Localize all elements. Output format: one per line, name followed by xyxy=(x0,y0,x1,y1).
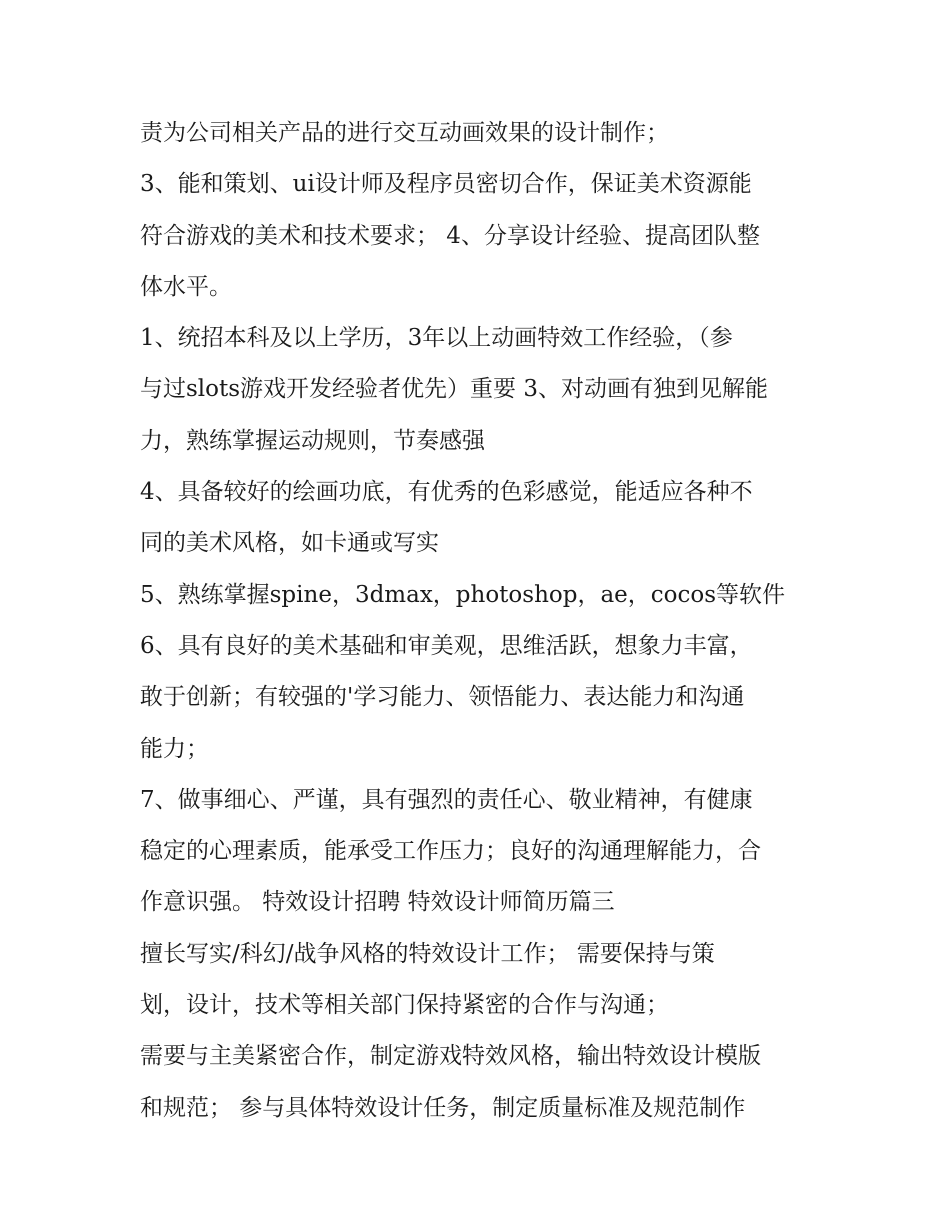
text-line: 稳定的心理素质，能承受工作压力；良好的沟通理解能力，合 xyxy=(140,838,761,865)
text-line: 1、统招本科及以上学历，3年以上动画特效工作经验，（参 xyxy=(140,325,733,352)
text-line: 和规范； 参与具体特效设计任务，制定质量标准及规范制作 xyxy=(140,1094,746,1121)
text-line: 3、能和策划、ui设计师及程序员密切合作，保证美术资源能 xyxy=(140,171,752,198)
text-line: 敢于创新；有较强的'学习能力、领悟能力、表达能力和沟通 xyxy=(140,684,745,711)
document-body xyxy=(140,108,830,1134)
text-line: 5、熟练掌握spine，3dmax，photoshop，ae，cocos等软件 xyxy=(140,581,786,608)
text-line: 能力； xyxy=(140,735,209,762)
text-line: 需要与主美紧密合作，制定游戏特效风格，输出特效设计模版 xyxy=(140,1043,761,1070)
text-line: 责为公司相关产品的进行交互动画效果的设计制作； xyxy=(140,120,669,146)
text-line: 擅长写实/科幻/战争风格的特效设计工作； 需要保持与策 xyxy=(140,940,715,967)
text-line: 作意识强。 特效设计招聘 特效设计师简历篇三 xyxy=(140,889,615,916)
text-line: 与过slots游戏开发经验者优先）重要 3、对动画有独到见解能 xyxy=(140,376,768,403)
text-line: 4、具备较好的绘画功底，有优秀的色彩感觉，能适应各种不 xyxy=(140,479,753,506)
text-line: 6、具有良好的美术基础和审美观，思维活跃，想象力丰富， xyxy=(140,632,753,659)
text-line: 力，熟练掌握运动规则，节奏感强 xyxy=(140,427,485,454)
text-line: 同的美术风格，如卡通或写实 xyxy=(140,530,439,557)
text-line: 符合游戏的美术和技术要求； 4、分享设计经验、提高团队整 xyxy=(140,222,760,249)
text-line: 体水平。 xyxy=(140,273,232,300)
text-line: 划，设计，技术等相关部门保持紧密的合作与沟通； xyxy=(140,992,669,1019)
text-line: 7、做事细心、严谨，具有强烈的责任心、敬业精神，有健康 xyxy=(140,786,753,813)
